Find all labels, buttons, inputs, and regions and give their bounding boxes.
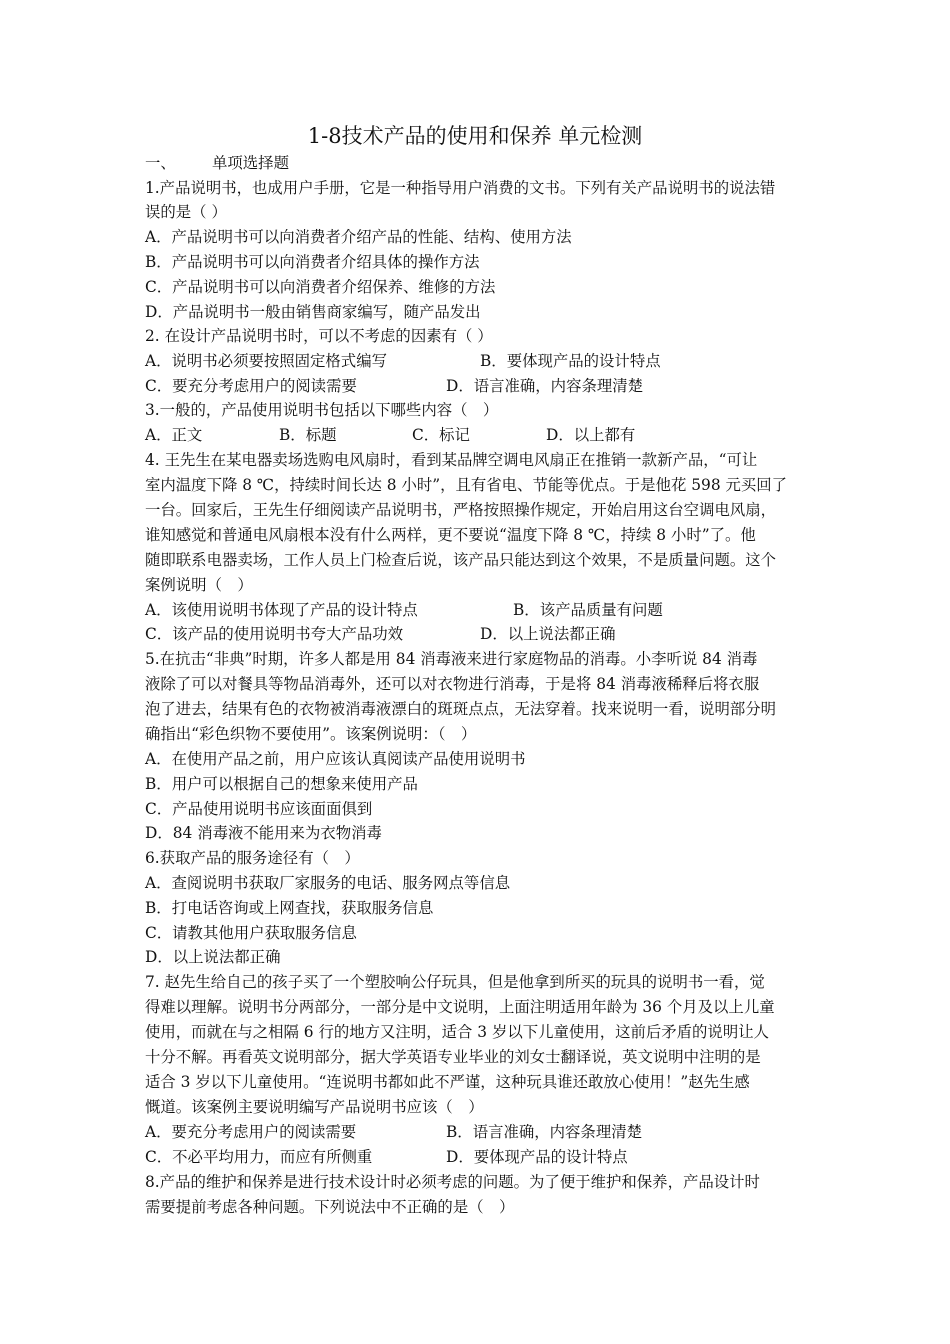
q1-stem-line: 1.产品说明书，也成用户手册，它是一种指导用户消费的文书。下列有关产品说明书的说法错	[145, 179, 776, 197]
q3-option-d: D．以上都有	[546, 426, 636, 444]
section-number: 一、	[145, 154, 176, 172]
q7-option-a: A．要充分考虑用户的阅读需要	[145, 1123, 357, 1141]
section-heading: 单项选择题	[212, 154, 289, 172]
q4-stem-line: 随即联系电器卖场，工作人员上门检查后说，该产品只能达到这个效果，不是质量问题。这个	[145, 551, 777, 569]
q6-option-a: A．查阅说明书获取厂家服务的电话、服务网点等信息	[145, 874, 511, 892]
q4-stem-line: 4. 王先生在某电器卖场选购电风扇时，看到某品牌空调电风扇正在推销一款新产品，“可让	[145, 451, 758, 469]
q2-option-b: B．要体现产品的设计特点	[480, 352, 661, 370]
q2-option-d: D．语言准确，内容条理清楚	[446, 377, 644, 395]
q6-stem: 6.获取产品的服务途径有（ ）	[145, 849, 360, 867]
q4-option-d: D．以上说法都正确	[480, 625, 616, 643]
q6-option-b: B．打电话咨询或上网查找，获取服务信息	[145, 899, 434, 917]
q5-option-b: B．用户可以根据自己的想象来使用产品	[145, 775, 418, 793]
q1-option-c: C．产品说明书可以向消费者介绍保养、维修的方法	[145, 278, 496, 296]
q4-option-a: A．该使用说明书体现了产品的设计特点	[145, 601, 418, 619]
q5-stem-line: 确指出“彩色织物不要使用”。该案例说明：（ ）	[145, 725, 477, 743]
q4-stem-line: 室内温度下降 8 ℃，持续时间长达 8 小时”，且有省电、节能等优点。于是他花 598 元买回了	[145, 476, 788, 494]
q7-stem-line: 7. 赵先生给自己的孩子买了一个塑胶响公仔玩具，但是他拿到所买的玩具的说明书一看，觉	[145, 973, 765, 991]
q4-option-c: C．该产品的使用说明书夸大产品功效	[145, 625, 404, 643]
q6-option-d: D．以上说法都正确	[145, 948, 281, 966]
q7-option-d: D．要体现产品的设计特点	[446, 1148, 628, 1166]
q4-stem-line: 案例说明（ ）	[145, 576, 253, 594]
q5-stem-line: 5.在抗击“非典”时期，许多人都是用 84 消毒液来进行家庭物品的消毒。小李听说 84 消毒	[145, 650, 758, 668]
q4-stem-line: 谁知感觉和普通电风扇根本没有什么两样，更不要说“温度下降 8 ℃，持续 8 小时”了。他	[145, 526, 756, 544]
q5-stem-line: 液除了可以对餐具等物品消毒外，还可以对衣物进行消毒，于是将 84 消毒液稀释后将衣服	[145, 675, 760, 693]
q2-option-a: A．说明书必须要按照固定格式编写	[145, 352, 387, 370]
q5-option-c: C．产品使用说明书应该面面俱到	[145, 800, 373, 818]
q3-option-a: A．正文	[145, 426, 203, 444]
q5-option-d: D．84 消毒液不能用来为衣物消毒	[145, 824, 382, 842]
q3-option-b: B．标题	[279, 426, 337, 444]
q1-option-a: A．产品说明书可以向消费者介绍产品的性能、结构、使用方法	[145, 228, 572, 246]
q2-stem: 2. 在设计产品说明书时，可以不考虑的因素有（ ）	[145, 327, 493, 345]
q8-stem-line: 8.产品的维护和保养是进行技术设计时必须考虑的问题。为了便于维护和保养，产品设计时	[145, 1173, 760, 1191]
q5-stem-line: 泡了进去，结果有色的衣物被消毒液漂白的斑斑点点，无法穿着。找来说明一看，说明部分明	[145, 700, 777, 718]
q1-option-d: D．产品说明书一般由销售商家编写，随产品发出	[145, 303, 481, 321]
q1-option-b: B．产品说明书可以向消费者介绍具体的操作方法	[145, 253, 480, 271]
q7-stem-line: 得难以理解。说明书分两部分，一部分是中文说明，上面注明适用年龄为 36 个月及以上儿童	[145, 998, 775, 1016]
q7-option-b: B．语言准确，内容条理清楚	[446, 1123, 642, 1141]
q1-stem-line: 误的是（ ）	[145, 203, 227, 221]
q7-option-c: C．不必平均用力，而应有所侧重	[145, 1148, 373, 1166]
q8-stem-line: 需要提前考虑各种问题。下列说法中不正确的是（ ）	[145, 1198, 515, 1216]
q7-stem-line: 十分不解。再看英文说明部分，据大学英语专业毕业的刘女士翻译说，英文说明中注明的是	[145, 1048, 761, 1066]
q7-stem-line: 使用，而就在与之相隔 6 行的地方又注明，适合 3 岁以下儿童使用，这前后矛盾的说明让人	[145, 1023, 769, 1041]
q2-option-c: C．要充分考虑用户的阅读需要	[145, 377, 357, 395]
q3-stem: 3.一般的，产品使用说明书包括以下哪些内容（ ）	[145, 401, 499, 419]
q3-option-c: C．标记	[412, 426, 470, 444]
q7-stem-line: 慨道。该案例主要说明编写产品说明书应该（ ）	[145, 1098, 484, 1116]
q4-stem-line: 一台。回家后，王先生仔细阅读产品说明书，严格按照操作规定，开始启用这台空调电风扇，	[145, 501, 777, 519]
q6-option-c: C．请教其他用户获取服务信息	[145, 924, 357, 942]
page-title: 1-8技术产品的使用和保养 单元检测	[307, 124, 643, 148]
q4-option-b: B．该产品质量有问题	[513, 601, 663, 619]
q7-stem-line: 适合 3 岁以下儿童使用。“连说明书都如此不严谨，这种玩具谁还敢放心使用！”赵先生感	[145, 1073, 750, 1091]
q5-option-a: A．在使用产品之前，用户应该认真阅读产品使用说明书	[145, 750, 526, 768]
